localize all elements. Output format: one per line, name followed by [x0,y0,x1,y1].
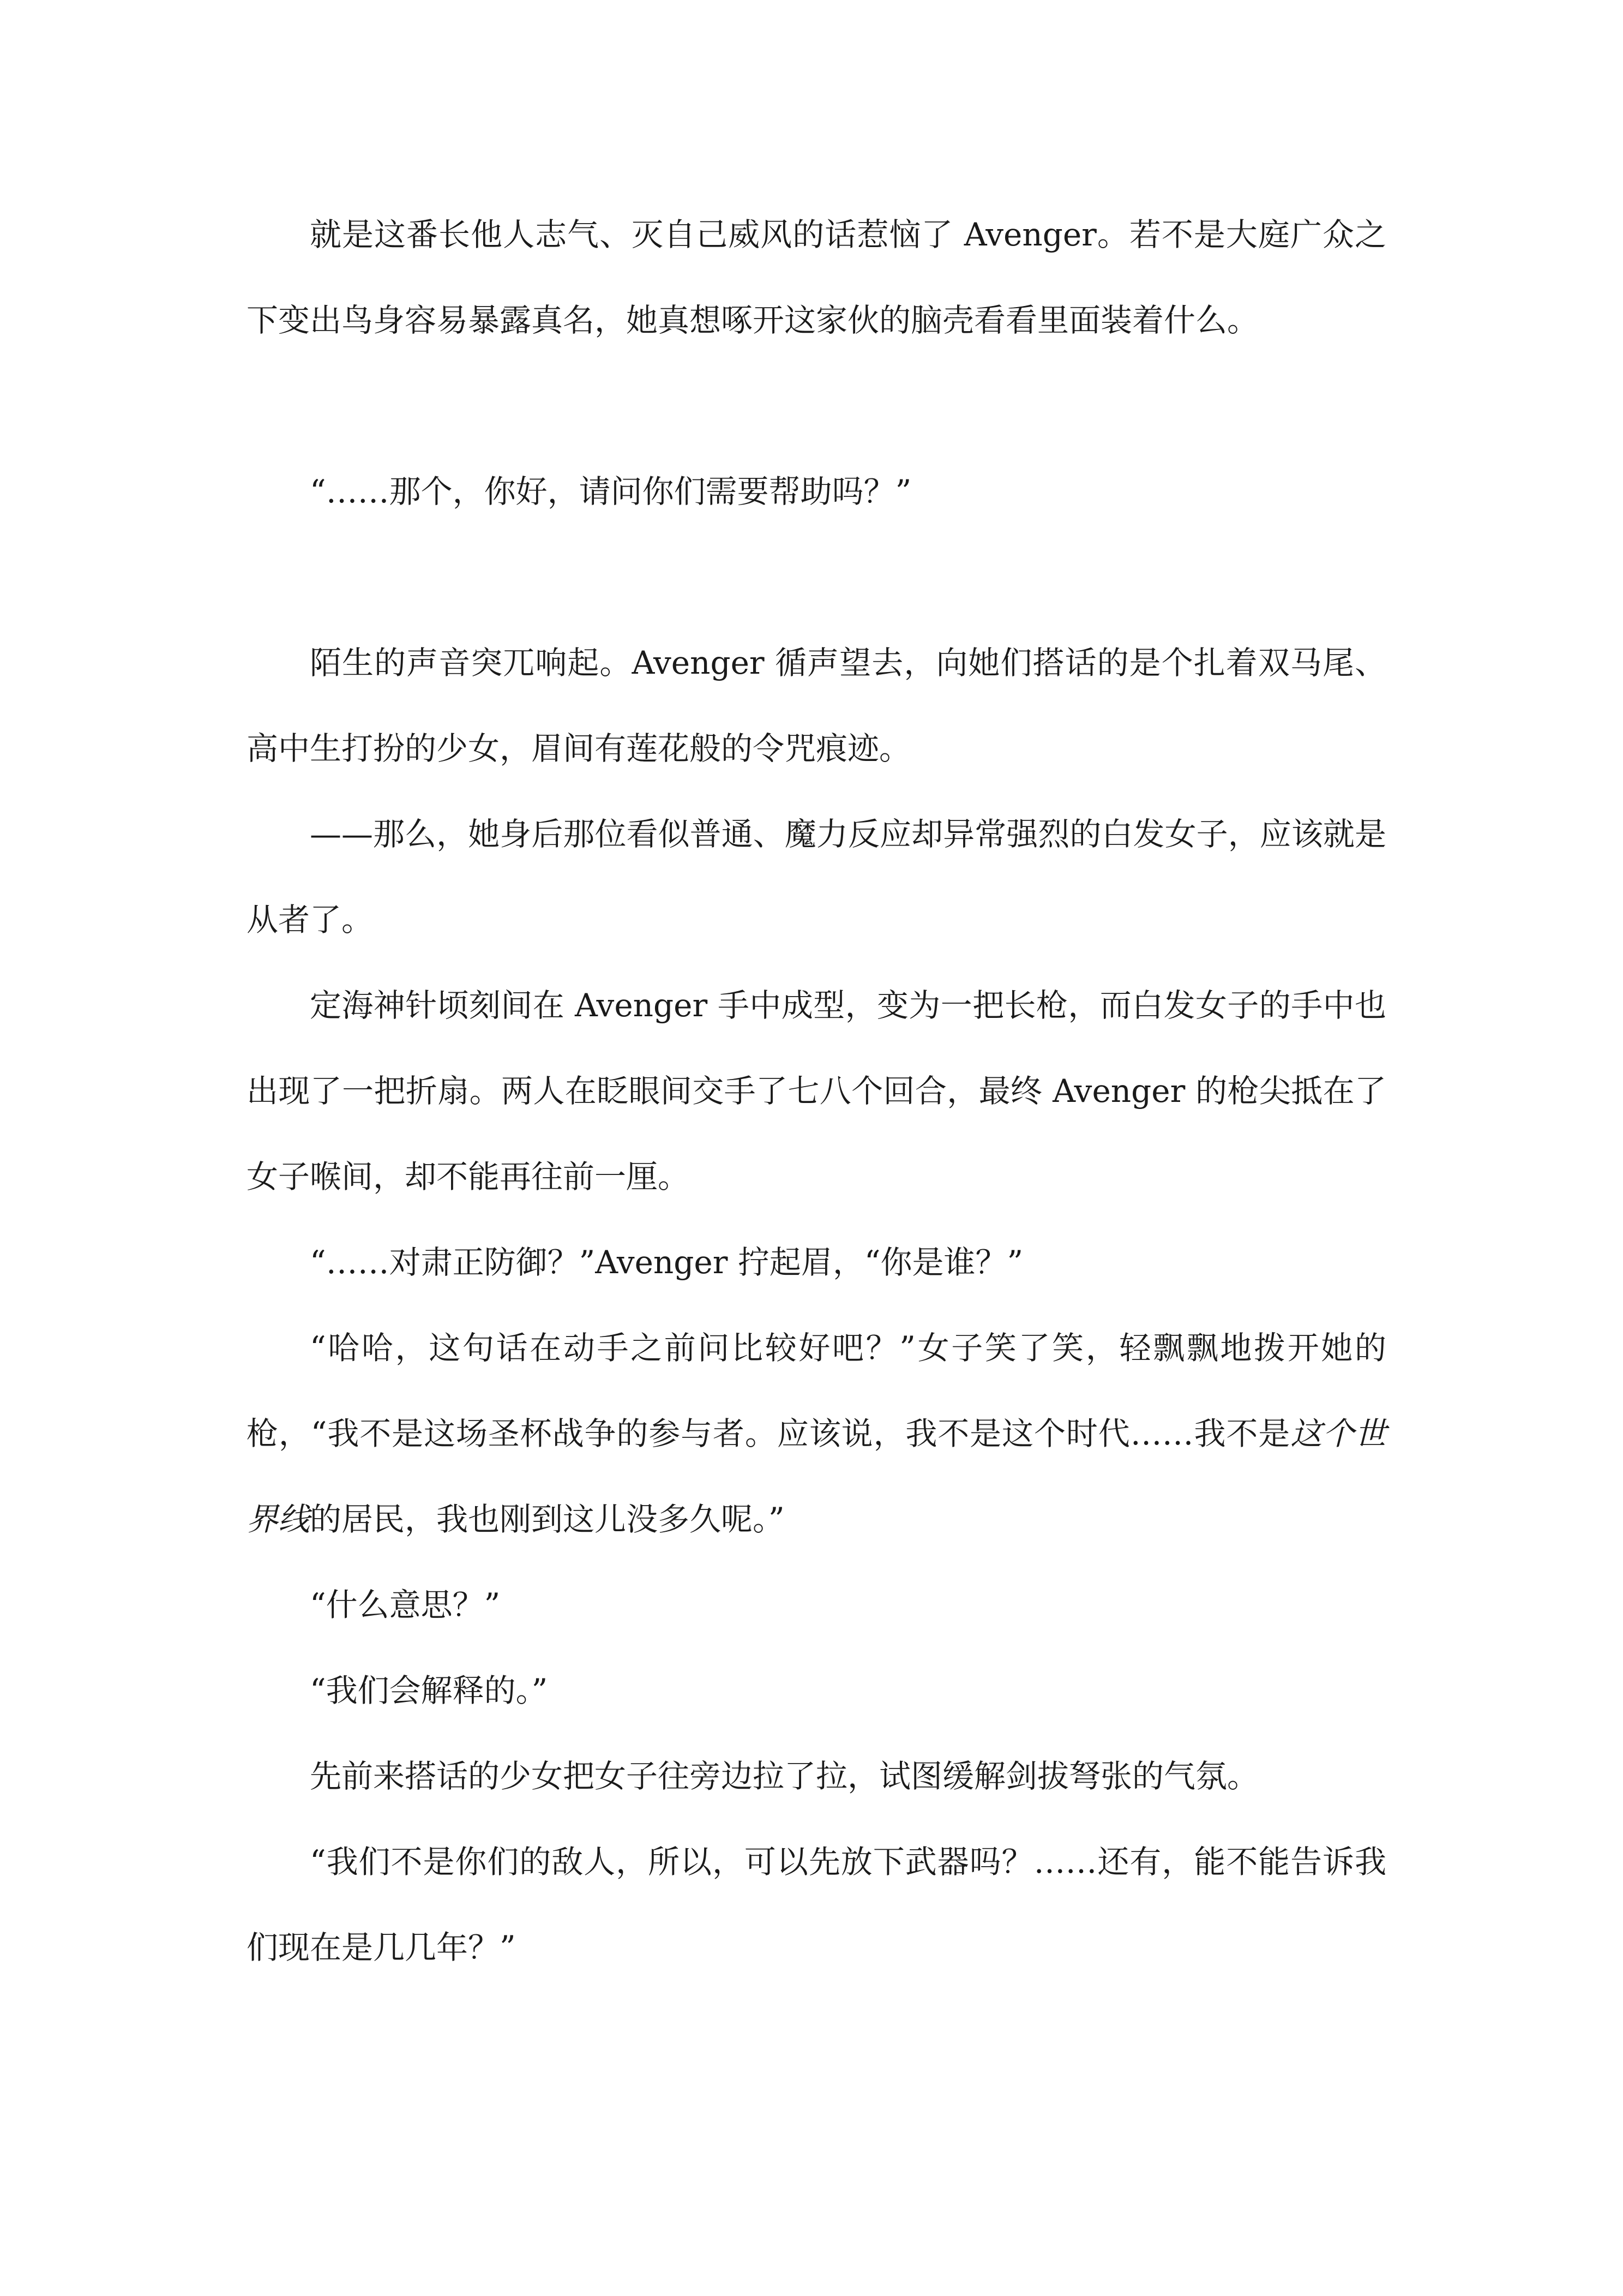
paragraph: 就是这番长他人志气、灭自己威风的话惹恼了 Avenger。若不是大庭广众之下变出鸟身容易暴露真名，她真想啄开这家伙的脑壳看看里面装着什么。 [247,216,1386,339]
paragraph-text: “哈哈，这句话在动手之前问比较好吧？”女子笑了笑，轻飘飘地拨开她的枪，“我不是这场圣杯战争的参与者。应该说，我不是这个时代……我不是 [247,1329,1386,1452]
paragraph: ——那么，她身后那位看似普通、魔力反应却异常强烈的白发女子，应该就是从者了。 [247,816,1386,938]
paragraph: “什么意思？” [310,1586,501,1623]
paragraph: “我们不是你们的敌人，所以，可以先放下武器吗？……还有，能不能告诉我们现在是几几年？” [247,1843,1386,1966]
paragraph: 定海神针顷刻间在 Avenger 手中成型，变为一把长枪，而白发女子的手中也出现了一把折扇。两人在眨眼间交手了七八个回合，最终 Avenger 的枪尖抵在了女子喉间，却不能再往前一厘。 [247,987,1386,1195]
paragraph: 陌生的声音突兀响起。Avenger 循声望去，向她们搭话的是个扎着双马尾、高中生打扮的少女，眉间有莲花般的令咒痕迹。 [247,644,1386,767]
paragraph-text: 的居民，我也刚到这儿没多久呢。” [310,1501,785,1538]
italic-emphasis: 这个世界线 [247,1415,1386,1538]
paragraph: “我们会解释的。” [310,1672,548,1709]
paragraph [247,1305,1386,1562]
paragraph: 先前来搭话的少女把女子往旁边拉了拉，试图缓解剑拔弩张的气氛。 [310,1758,1259,1795]
paragraph: “……那个，你好，请问你们需要帮助吗？” [310,473,912,510]
paragraph: “……对肃正防御？”Avenger 拧起眉，“你是谁？” [310,1244,1024,1281]
body-text [247,192,1386,1991]
